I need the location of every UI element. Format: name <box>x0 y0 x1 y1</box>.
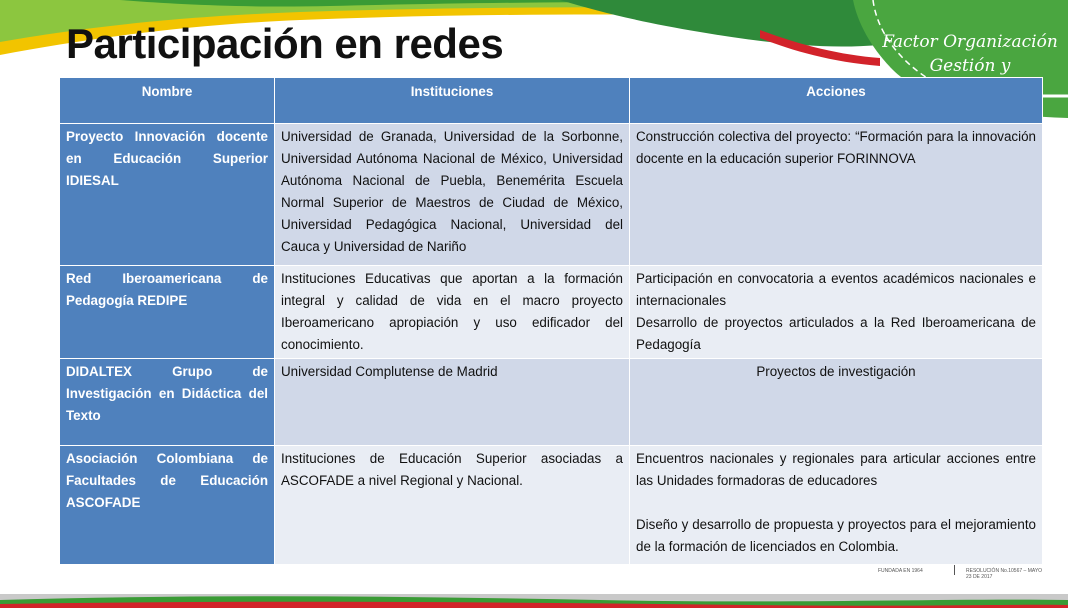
networks-table-container <box>59 77 1042 565</box>
table-row <box>60 359 1043 446</box>
bottom-decoration <box>0 594 1068 608</box>
networks-table <box>59 77 1043 565</box>
row-name: Proyecto Innovación docente en Educación Superior IDIESAL <box>60 124 275 266</box>
action-item: Proyectos de investigación <box>756 364 916 379</box>
table-header-row <box>60 78 1043 124</box>
spacer <box>636 492 1036 514</box>
row-actions <box>630 124 1043 266</box>
table-row <box>60 266 1043 359</box>
row-actions <box>630 359 1043 446</box>
row-institutions: Instituciones de Educación Superior asociadas a ASCOFADE a nivel Regional y Nacional. <box>275 446 630 565</box>
action-item: Desarrollo de proyectos articulados a la Red Iberoamericana de Pedagogía <box>636 315 1036 352</box>
footer-resolution: RESOLUCIÓN No.10567 – MAYO 23 DE 2017 <box>966 568 1043 580</box>
row-name: Asociación Colombiana de Facultades de Educación ASCOFADE <box>60 446 275 565</box>
footer-divider <box>954 565 955 575</box>
row-institutions: Instituciones Educativas que aportan a la formación integral y calidad de vida en el macro proyecto Iberoamericano apropiación y uso edificador del conocimiento. <box>275 266 630 359</box>
badge-line-2: Gestión y <box>929 56 1011 76</box>
table-row <box>60 446 1043 565</box>
page-title: Participación en redes <box>66 20 504 67</box>
row-name: Red Iberoamericana de Pedagogía REDIPE <box>60 266 275 359</box>
row-institutions: Universidad de Granada, Universidad de la Sorbonne, Universidad Autónoma Nacional de México, Universidad Autónoma Nacional de Puebla, Benemérita Escuela Normal Superior de Maestros de Ciudad de México, Universidad Pedagógica Nacional, Universidad del Cauca y Universidad de Nariño <box>275 124 630 266</box>
row-institutions: Universidad Complutense de Madrid <box>275 359 630 446</box>
action-item: Participación en convocatoria a eventos académicos nacionales e internacionales <box>636 271 1036 308</box>
table-row <box>60 124 1043 266</box>
row-name: DIDALTEX Grupo de Investigación en Didáctica del Texto <box>60 359 275 446</box>
footer-founded: FUNDADA EN 1964 <box>878 568 923 574</box>
action-item: Diseño y desarrollo de propuesta y proyectos para el mejoramiento de la formación de licenciados en Colombia. <box>636 517 1036 554</box>
action-item: Construcción colectiva del proyecto: “Formación para la innovación docente en la educación superior FORINNOVA <box>636 129 1036 166</box>
header-instituciones: Instituciones <box>275 78 630 124</box>
header-nombre: Nombre <box>60 78 275 124</box>
row-actions <box>630 446 1043 565</box>
badge-line-1: Factor Organización <box>882 32 1058 52</box>
action-item: Encuentros nacionales y regionales para articular acciones entre las Unidades formadoras de educadores <box>636 451 1036 488</box>
header-acciones: Acciones <box>630 78 1043 124</box>
row-actions <box>630 266 1043 359</box>
footer-institution-mark <box>870 565 1045 580</box>
